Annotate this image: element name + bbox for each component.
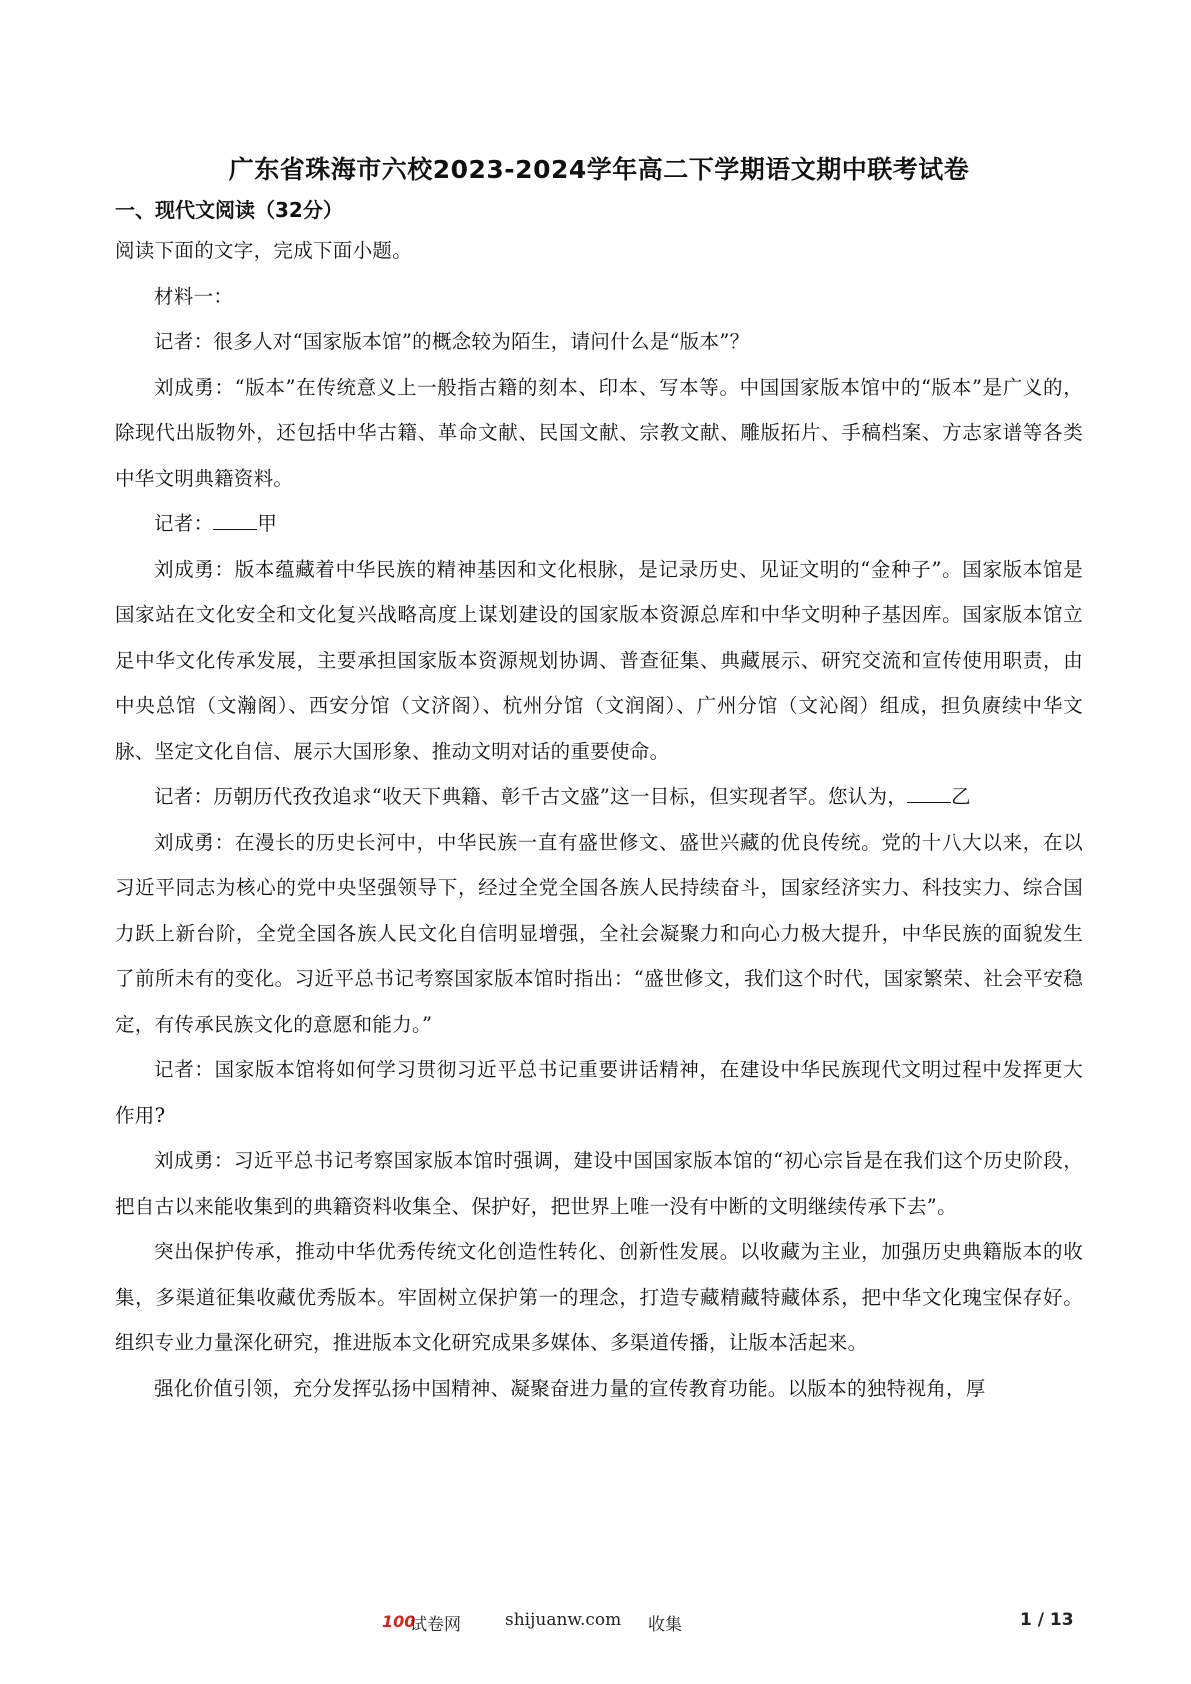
document-page	[115, 150, 1083, 1411]
paragraph-7: 记者：国家版本馆将如何学习贯彻习近平总书记重要讲话精神，在建设中华民族现代文明过程中发挥更大作用?	[115, 1058, 1083, 1127]
paragraph-4: 刘成勇：版本蕴藏着中华民族的精神基因和文化根脉，是记录历史、见证文明的“金种子”。国家版本馆是国家站在文化安全和文化复兴战略高度上谋划建设的国家版本资源总库和中华文明种子基因库。国家版本馆立足中华文化传承发展，主要承担国家版本资源规划协调、普查征集、典藏展示、研究交流和宣传使用职责，由中央总馆（文瀚阁）、西安分馆（文济阁）、杭州分馆（文润阁）、广州分馆（文沁阁）组成，担负赓续中华文脉、坚定文化自信、展示大国形象、推动文明对话的重要使命。	[115, 557, 1083, 763]
paragraph-6: 刘成勇：在漫长的历史长河中，中华民族一直有盛世修文、盛世兴藏的优良传统。党的十八大以来，在以习近平同志为核心的党中央坚强领导下，经过全党全国各族人民持续奋斗，国家经济实力、科技实力、综合国力跃上新台阶，全党全国各族人民文化自信明显增强，全社会凝聚力和向心力极大提升，中华民族的面貌发生了前所未有的变化。习近平总书记考察国家版本馆时指出：“盛世修文，我们这个时代，国家繁荣、社会平安稳定，有传承民族文化的意愿和能力。”	[115, 830, 1083, 1036]
document-title: 广东省珠海市六校2023-2024学年高二下学期语文期中联考试卷	[228, 155, 970, 184]
blank-yi	[907, 784, 951, 803]
paragraph-9: 突出保护传承，推动中华优秀传统文化创造性转化、创新性发展。以收藏为主业，加强历史典籍版本的收集，多渠道征集收藏优秀版本。牢固树立保护第一的理念，打造专藏精藏特藏体系，把中华文化瑰宝保存好。组织专业力量深化研究，推进版本文化研究成果多媒体、多渠道传播，让版本活起来。	[115, 1240, 1083, 1354]
paragraph-3-prefix: 记者：	[154, 512, 214, 535]
paragraph-3-suffix: 甲	[257, 512, 278, 535]
paragraph-5	[115, 774, 1083, 820]
paragraph-10: 强化价值引领，充分发挥弘扬中国精神、凝聚奋进力量的宣传教育功能。以版本的独特视角，厚	[154, 1376, 986, 1400]
section-heading: 一、现代文阅读（32分）	[115, 198, 343, 222]
paragraph-3	[115, 501, 1083, 547]
page-number: 1 / 13	[1020, 1610, 1074, 1630]
blank-jia	[213, 511, 257, 530]
site-logo-icon: 100	[382, 1612, 416, 1631]
paragraph-5-prefix: 记者：历朝历代孜孜追求“收天下典籍、彰千古文盛”这一目标，但实现者罕。您认为，	[154, 785, 908, 808]
paragraph-5-suffix: 乙	[951, 785, 971, 808]
page-footer	[0, 1608, 1191, 1638]
footer-collect: 收集	[648, 1615, 682, 1635]
footer-site-link[interactable]: shijuanw.com	[505, 1610, 622, 1630]
paragraph-8: 刘成勇：习近平总书记考察国家版本馆时强调，建设中国国家版本馆的“初心宗旨是在我们这个历史阶段，把自古以来能收集到的典籍资料收集全、保护好，把世界上唯一没有中断的文明继续传承下去”。	[115, 1149, 1083, 1218]
instruction-text: 阅读下面的文字，完成下面小题。	[115, 239, 413, 262]
paragraph-2: 刘成勇：“版本”在传统意义上一般指古籍的刻本、印本、写本等。中国国家版本馆中的“版本”是广义的，除现代出版物外，还包括中华古籍、革命文献、民国文献、宗教文献、雕版拓片、手稿档案、方志家谱等各类中华文明典籍资料。	[115, 375, 1083, 490]
footer-brand: 试卷网	[410, 1615, 461, 1635]
material-label: 材料一：	[154, 284, 234, 308]
paragraph-1: 记者：很多人对“国家版本馆”的概念较为陌生，请问什么是“版本”？	[154, 330, 750, 353]
